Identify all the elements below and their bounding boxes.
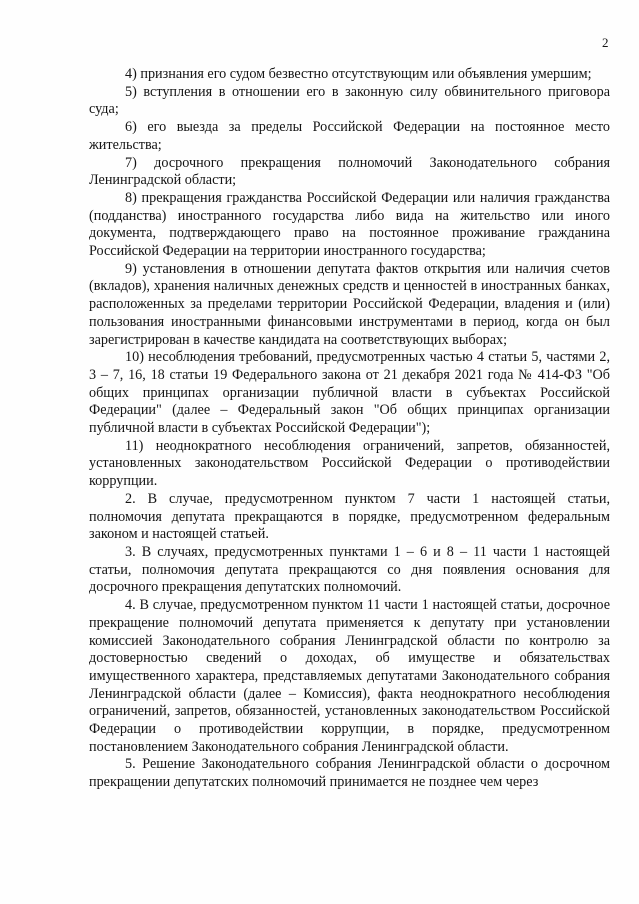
document-body xyxy=(89,66,610,792)
paragraph-item-4: 4) признания его судом безвестно отсутствующим или объявления умершим; xyxy=(125,66,592,82)
paragraph-item-5: 5) вступления в отношении его в законную силу обвинительного приговора суда; xyxy=(89,83,610,118)
paragraph-item-10: 10) несоблюдения требований, предусмотренных частью 4 статьи 5, частями 2, 3 – 7, 16, 18 статьи 19 Федерального закона от 21 декабря 2021 года № 414-ФЗ "Об общих принципах организации публичной власти в субъектах Российской Федерации" (далее – Федеральный закон "Об общих принципах организации публичной власти в субъектах Российской Федерации"); xyxy=(89,349,610,437)
paragraph-item-6: 6) его выезда за пределы Российской Федерации на постоянное место жительства; xyxy=(89,119,610,153)
paragraph-item-9: 9) установления в отношении депутата фактов открытия или наличия счетов (вкладов), хранения наличных денежных средств и ценностей в иностранных банках, расположенных за пределами территории Российской Федерации, владения и (или) пользования иностранными финансовыми инструментами в период, когда он был зарегистрирован в качестве кандидата на соответствующих выборах; xyxy=(89,260,610,348)
paragraph-part-5: 5. Решение Законодательного собрания Ленинградской области о досрочном прекращении депутатских полномочий принимается не позднее чем через xyxy=(89,756,610,791)
paragraph-item-11: 11) неоднократного несоблюдения ограничений, запретов, обязанностей, установленных законодательством Российской Федерации о противодействии коррупции. xyxy=(89,437,610,490)
paragraph-item-7: 7) досрочного прекращения полномочий Законодательного собрания Ленинградской области; xyxy=(89,154,610,189)
paragraph-item-8: 8) прекращения гражданства Российской Федерации или наличия гражданства (подданства) иностранного государства либо вида на жительство или иного документа, подтверждающего право на постоянное проживание гражданина Российской Федерации на территории иностранного государства; xyxy=(89,189,610,260)
paragraph-part-2: 2. В случае, предусмотренном пунктом 7 части 1 настоящей статьи, полномочия депутата прекращаются в порядке, предусмотренном федеральным законом и настоящей статьей. xyxy=(89,490,610,543)
paragraph-part-3: 3. В случаях, предусмотренных пунктами 1 – 6 и 8 – 11 части 1 настоящей статьи, полномочия депутата прекращаются со дня появления основания для досрочного прекращения депутатских полномочий. xyxy=(89,543,610,596)
page-number: 2 xyxy=(602,35,609,50)
paragraph-part-4: 4. В случае, предусмотренном пунктом 11 части 1 настоящей статьи, досрочное прекращение полномочий депутата применяется к депутату при установлении комиссией Законодательного собрания Ленинградской области по контролю за достоверностью сведений о доходах, об имуществе и обязательствах имущественного характера, представляемых депутатами Законодательного собрания Ленинградской области (далее – Комиссия), факта неоднократного несоблюдения ограничений, запретов, обязанностей, установленных законодательством Российской Федерации о противодействии коррупции, в порядке, предусмотренном постановлением Законодательного собрания Ленинградской области. xyxy=(89,597,610,755)
